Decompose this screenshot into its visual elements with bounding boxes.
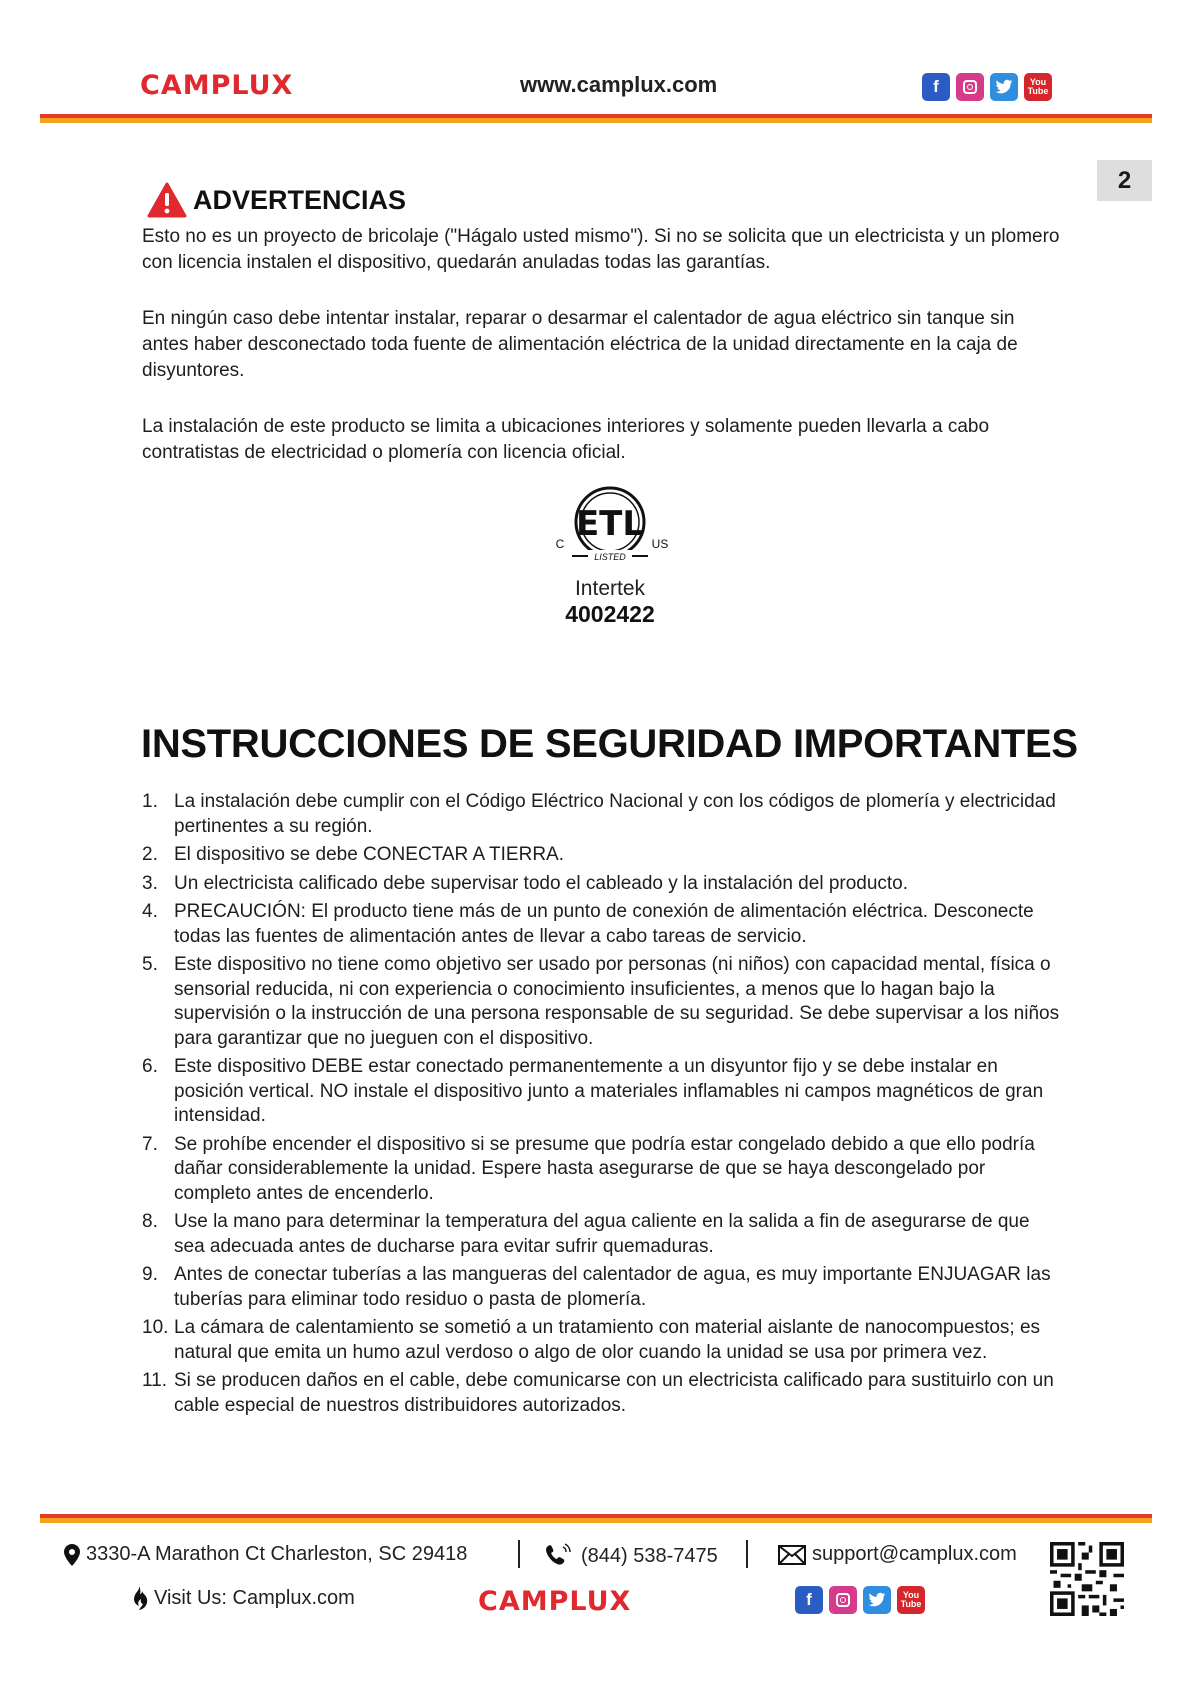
- svg-text:C: C: [555, 537, 565, 551]
- facebook-icon[interactable]: f: [922, 73, 950, 101]
- footer-separator: [746, 1540, 748, 1568]
- list-item: 2. El dispositivo se debe CONECTAR A TIERRA.: [142, 844, 565, 865]
- list-item: 7. Se prohíbe encender el dispositivo si se presume que podría estar congelado debido a que ello podría dañar considerablemente la unidad. Espere hasta asegurarse de que se haya descongelado por completo antes de encenderlo.: [142, 1133, 1035, 1204]
- location-pin-icon: [64, 1544, 80, 1566]
- youtube-icon[interactable]: You Tube: [1024, 73, 1052, 101]
- twitter-icon[interactable]: [863, 1586, 891, 1614]
- website-link[interactable]: www.camplux.com: [520, 72, 718, 97]
- svg-text:ETL: ETL: [575, 504, 645, 544]
- envelope-icon: [778, 1545, 806, 1565]
- brand-logo-bottom: CAMPLUX: [478, 1586, 632, 1617]
- page-number-tab: 2: [1097, 160, 1152, 201]
- list-item: 5. Este dispositivo no tiene como objetivo ser usado por personas (ni niños) con capacidad mental, física o sensorial reducida, ni con experiencia o conocimiento insuficientes, a menos que lo hagan bajo la supervisión o la instrucción de una persona responsable de su seguridad. Se debe supervisar a los niños para garantizar que no jueguen con el dispositivo.: [142, 954, 1060, 1049]
- facebook-icon[interactable]: f: [795, 1586, 823, 1614]
- list-item: 4. PRECAUCIÓN: El producto tiene más de un punto de conexión de alimentación eléctrica. Desconecte todas las fuentes de alimentación antes de llevar a cabo tareas de servicio.: [142, 901, 1034, 947]
- phone-icon: [543, 1543, 573, 1569]
- footer-email[interactable]: support@camplux.com: [778, 1543, 1017, 1566]
- twitter-icon[interactable]: [990, 73, 1018, 101]
- warnings-title: ADVERTENCIAS: [193, 184, 407, 215]
- etl-listed-mark-icon: [550, 484, 670, 570]
- instructions-title: INSTRUCCIONES DE SEGURIDAD IMPORTANTES: [141, 722, 1078, 766]
- qr-code-icon[interactable]: [1050, 1542, 1124, 1616]
- youtube-icon[interactable]: You Tube: [897, 1586, 925, 1614]
- warnings-heading: [147, 182, 406, 218]
- footer-visit[interactable]: Visit Us: Camplux.com: [130, 1586, 355, 1610]
- warning-paragraph-2: En ningún caso debe intentar instalar, reparar o desarmar el calentador de agua eléctrico sin tanque sin antes haber desconectado toda fuente de alimentación eléctrica de la unidad directamente en la caja de disyuntores.: [142, 308, 1018, 381]
- list-item: 3. Un electricista calificado debe supervisar todo el cableado y la instalación del producto.: [142, 872, 909, 894]
- list-item: 10. La cámara de calentamiento se sometió a un tratamiento con material aislante de nanocompuestos; es natural que emita un humo azul verdoso o algo de olor cuando la unidad se usa por primera vez.: [142, 1317, 1041, 1363]
- instructions-list: [142, 790, 1062, 1422]
- etl-certification: [550, 484, 670, 628]
- brand-logo-top: CAMPLUX: [140, 70, 294, 101]
- cert-number: 4002422: [565, 601, 655, 627]
- list-item: 11. Si se producen daños en el cable, debe comunicarse con un electricista calificado para sustituirlo con un cable especial de nuestros distribuidores autorizados.: [142, 1370, 1054, 1416]
- cert-lab-name: Intertek: [574, 577, 646, 600]
- instagram-icon[interactable]: [956, 73, 984, 101]
- warning-paragraph-1: Esto no es un proyecto de bricolaje ("Hágalo usted mismo"). Si no se solicita que un electricista y un plomero con licencia instalen el dispositivo, quedarán anuladas todas las garantías.: [142, 226, 1060, 273]
- list-item: 8. Use la mano para determinar la temperatura del agua caliente en la salida a fin de asegurarse de que sea adecuada antes de ducharse para evitar sufrir quemaduras.: [142, 1211, 1030, 1257]
- social-icons-bottom: [795, 1586, 925, 1614]
- list-item: 9. Antes de conectar tuberías a las mangueras del calentador de agua, es muy importante ENJUAGAR las tuberías para eliminar todo residuo o pasta de plomería.: [142, 1264, 1051, 1310]
- footer-stripe: [40, 1514, 1152, 1523]
- header-stripe: [40, 114, 1152, 123]
- flame-icon: [130, 1586, 148, 1610]
- svg-text:US: US: [651, 537, 669, 551]
- footer-separator: [518, 1540, 520, 1568]
- warning-paragraph-3: La instalación de este producto se limita a ubicaciones interiores y solamente pueden llevarla a cabo contratistas de electricidad o plomería con licencia oficial.: [142, 416, 990, 463]
- list-item: 6. Este dispositivo DEBE estar conectado permanentemente a un disyuntor fijo y se debe instalar en posición vertical. NO instale el dispositivo junto a materiales inflamables ni campos magnéticos de gran intensidad.: [142, 1056, 1044, 1126]
- warning-triangle-icon: [147, 182, 187, 218]
- list-item: 1. La instalación debe cumplir con el Código Eléctrico Nacional y con los códigos de plomería y electricidad pertinentes a su región.: [142, 791, 1056, 837]
- social-icons-top: [922, 73, 1052, 101]
- footer-phone[interactable]: (844) 538-7475: [543, 1543, 718, 1569]
- svg-text:LISTED: LISTED: [594, 552, 626, 562]
- instagram-icon[interactable]: [829, 1586, 857, 1614]
- footer-address: 3330-A Marathon Ct Charleston, SC 29418: [64, 1543, 467, 1566]
